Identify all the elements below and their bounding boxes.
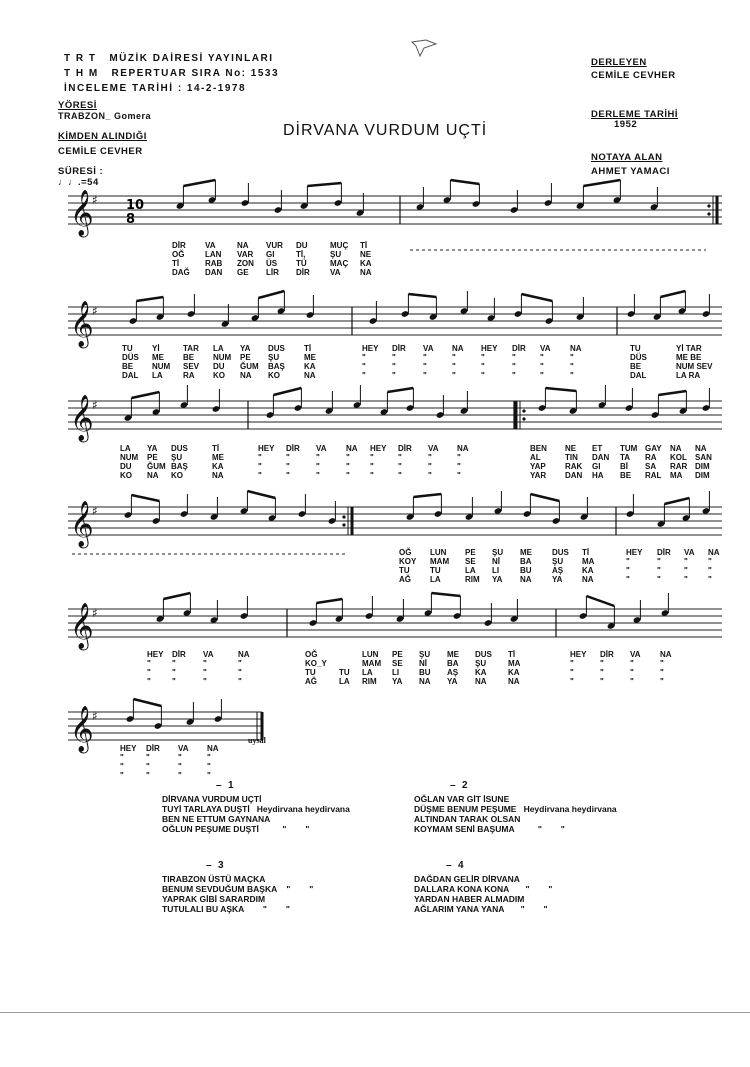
- lyric-syllable: VA " " ": [203, 650, 214, 686]
- beam: [307, 183, 341, 186]
- beam: [183, 180, 215, 186]
- lyric-syllable: VA " " ": [178, 744, 189, 780]
- sharp-icon: ♯: [92, 398, 98, 412]
- verse-number-dash: –: [216, 780, 222, 791]
- lyric-syllable: OĞ KO_Y TU AĞ: [305, 650, 327, 686]
- lyric-syllable: TU LA: [339, 668, 350, 686]
- lyric-syllable: YA PE ĞUM NA: [147, 444, 166, 480]
- lyric-syllable: VA " " ": [684, 548, 695, 584]
- treble-clef-icon: 𝄞: [70, 603, 94, 649]
- lyric-syllable: Tİ ME KA NA: [304, 344, 316, 380]
- repeat-dot: [707, 204, 710, 207]
- treble-clef-icon: 𝄞: [70, 501, 94, 547]
- lyric-syllable: ET DAN GI HA: [592, 444, 610, 480]
- source-value: CEMİLE CEVHER: [58, 146, 143, 157]
- collector-value: CEMİLE CEVHER: [591, 70, 676, 81]
- lyric-syllable: GAY RA SA RAL: [645, 444, 662, 480]
- lyric-syllable: Tİ MA KA NA: [582, 548, 595, 584]
- lyric-syllable: ŞU Nİ LI YA: [492, 548, 504, 584]
- lyric-syllable: BEN AL YAP YAR: [530, 444, 547, 480]
- verse-line: YAPRAK GİBİ SARARDIM: [162, 894, 266, 904]
- treble-clef-icon: 𝄞: [70, 395, 94, 441]
- lyric-syllable: NA " " ": [346, 444, 358, 480]
- lyric-syllable: PE SE LA RIM: [465, 548, 480, 584]
- beam: [408, 294, 436, 297]
- lyric-syllable: NE TIN RAK DAN: [565, 444, 583, 480]
- region-label: YÖRESİ: [58, 100, 97, 111]
- lyric-syllable: ŞU Nİ BU NA: [419, 650, 431, 686]
- verse-number: 1: [228, 780, 234, 791]
- sharp-icon: ♯: [92, 193, 98, 207]
- sharp-icon: ♯: [92, 504, 98, 518]
- lyric-syllable: HEY " " ": [626, 548, 643, 584]
- repeat-dot: [707, 212, 710, 215]
- beam: [387, 388, 413, 392]
- review-date: İNCELEME TARİHİ : 14-2-1978: [64, 83, 247, 94]
- lyric-syllable: NA VAR ZON GE: [237, 241, 254, 277]
- beam: [413, 494, 441, 497]
- lyric-syllable: LUN MAM LA RIM: [362, 650, 382, 686]
- verse-number: 3: [218, 860, 224, 871]
- lyric-syllable: DU Tİ, TÜ DİR: [296, 241, 310, 277]
- sharp-icon: ♯: [92, 606, 98, 620]
- beam: [658, 391, 686, 395]
- lyric-syllable: DİR " " ": [512, 344, 526, 380]
- lyric-syllable: ME BA BU NA: [520, 548, 532, 584]
- beam: [273, 388, 301, 395]
- song-title: DİRVANA VURDUM UÇTİ: [283, 122, 488, 139]
- lyric-syllable: TUM TA Bİ BE: [620, 444, 638, 480]
- lyric-syllable: NA " " ": [457, 444, 469, 480]
- repeat-dot: [342, 523, 345, 526]
- lyric-syllable: DUS ŞU AŞ YA: [552, 548, 569, 584]
- beam: [660, 291, 685, 297]
- treble-clef-icon: 𝄞: [70, 301, 94, 347]
- end-signature: uysal: [248, 736, 266, 745]
- lyric-syllable: NA " " ": [238, 650, 250, 686]
- beam: [431, 593, 460, 596]
- lyric-syllable: LA NUM DU KO: [213, 344, 232, 380]
- treble-clef-icon: 𝄞: [70, 190, 94, 236]
- verse-line: TIRABZON ÜSTÜ MAÇKA: [162, 874, 266, 884]
- lyric-syllable: NA " " ": [660, 650, 672, 686]
- beam: [316, 599, 342, 603]
- verse-line: ALTINDAN TARAK OLSAN: [414, 814, 521, 824]
- time-signature-bottom: 8: [126, 212, 136, 227]
- lyric-syllable: LUN MAM TU LA: [430, 548, 450, 584]
- tempo-mark: ♩♩.=54: [58, 177, 99, 188]
- lyric-syllable: VA " " ": [428, 444, 439, 480]
- lyric-syllable: NA " " ": [452, 344, 464, 380]
- region-value: TRABZON_ Gomera: [58, 111, 152, 121]
- lyric-syllable: VA LAN RAB DAN: [205, 241, 223, 277]
- lyric-syllable: HEY " " ": [147, 650, 164, 686]
- lyric-syllable: MUÇ ŞU MAÇ VA: [330, 241, 349, 277]
- lyric-syllable: DUS ŞU KA NA: [475, 650, 492, 686]
- lyric-syllable: Yİ TAR ME BE NUM SEV LA RA: [676, 344, 713, 380]
- lyric-syllable: DUS ŞU BAŞ KO: [268, 344, 285, 380]
- beam: [530, 494, 559, 501]
- transcriber-value: AHMET YAMACI: [591, 166, 670, 177]
- lyric-syllable: Tİ NE KA NA: [360, 241, 372, 277]
- lyric-syllable: HEY " " ": [258, 444, 275, 480]
- verse-line: TUTULALI BU AŞKA " ": [162, 904, 290, 914]
- verse-number-dash: –: [450, 780, 456, 791]
- lyric-syllable: TU DÜS BE DAL: [630, 344, 647, 380]
- verse-line: DAĞDAN GELİR DİRVANA: [414, 874, 520, 884]
- lyric-syllable: OĞ KOY TU AĞ: [399, 548, 417, 584]
- beam: [450, 180, 479, 184]
- lyric-syllable: VA " " ": [423, 344, 434, 380]
- verse-line: TUYİ TARLAYA DUŞTİ Heydirvana heydirvana: [162, 804, 350, 814]
- beam: [586, 596, 614, 606]
- transcriber-label: NOTAYA ALAN: [591, 152, 663, 163]
- page-bottom-rule: [0, 1012, 750, 1013]
- treble-clef-icon: 𝄞: [70, 706, 94, 752]
- beam: [136, 297, 163, 301]
- verse-line: YARDAN HABER ALMADIM: [414, 894, 525, 904]
- lyric-syllable: NA " " ": [207, 744, 219, 780]
- verse-line: BEN NE ETTUM GAYNANA: [162, 814, 271, 824]
- lyric-syllable: HEY " " ": [120, 744, 137, 780]
- lyric-syllable: ME BA AŞ YA: [447, 650, 459, 686]
- lyric-syllable: TAR BE SEV RA: [183, 344, 200, 380]
- lyric-syllable: PE SE LI YA: [392, 650, 403, 686]
- verse-number-dash: –: [446, 860, 452, 871]
- lyric-syllable: NA SAN DIM DIM: [695, 444, 712, 480]
- lyric-syllable: VA " " ": [316, 444, 327, 480]
- lyric-syllable: DİR " " ": [146, 744, 160, 780]
- collection-date-label: DERLEME TARİHİ: [591, 109, 679, 120]
- repeat-dot: [522, 417, 525, 420]
- beam: [583, 180, 620, 186]
- repeat-dot: [342, 515, 345, 518]
- verse-line: AĞLARIM YANA YANA " ": [414, 904, 548, 914]
- repertoire-number: T H M REPERTUAR SIRA No: 1533: [64, 68, 280, 79]
- lyric-syllable: HEY " " ": [370, 444, 387, 480]
- lyric-syllable: VA " " ": [630, 650, 641, 686]
- lyric-syllable: Tİ ME KA NA: [212, 444, 224, 480]
- beam: [131, 495, 159, 501]
- verse-line: OĞLAN VAR GİT İSUNE: [414, 794, 510, 804]
- lyric-syllable: DİR " " ": [286, 444, 300, 480]
- lyric-syllable: DİR " " ": [600, 650, 614, 686]
- sharp-icon: ♯: [92, 304, 98, 318]
- lyric-syllable: DİR " " ": [392, 344, 406, 380]
- publisher-line: T R T MÜZİK DAİRESİ YAYINLARI: [64, 53, 274, 64]
- lyric-syllable: NA " " ": [570, 344, 582, 380]
- verse-line: BENUM SEVDUĞUM BAŞKA " ": [162, 884, 314, 894]
- lyric-syllable: HEY " " ": [481, 344, 498, 380]
- lyric-syllable: TU DÜS BE DAL: [122, 344, 139, 380]
- beam: [258, 291, 284, 298]
- time-signature-top: 10: [126, 198, 145, 213]
- lyric-syllable: VUR GI ÜS LİR: [266, 241, 283, 277]
- beam: [163, 593, 190, 599]
- lyric-syllable: DİR " " ": [398, 444, 412, 480]
- lyric-syllable: DUS ŞU BAŞ KO: [171, 444, 188, 480]
- verse-number-dash: –: [206, 860, 212, 871]
- lyric-syllable: DİR OĞ Tİ DAĞ: [172, 241, 190, 277]
- verse-line: DÜŞME BENUM PEŞUME Heydirvana heydirvana: [414, 804, 617, 814]
- beam: [521, 294, 552, 301]
- sharp-icon: ♯: [92, 709, 98, 723]
- lyric-syllable: YA PE ĞUM NA: [240, 344, 259, 380]
- beam: [545, 388, 576, 391]
- lyric-syllable: HEY " " ": [570, 650, 587, 686]
- lyric-syllable: LA NUM DU KO: [120, 444, 139, 480]
- verse-line: DİRVANA VURDUM UÇTİ: [162, 794, 262, 804]
- beam: [247, 491, 275, 498]
- collection-date-value: 1952: [614, 119, 638, 130]
- lyric-syllable: DİR " " ": [657, 548, 671, 584]
- duration-label: SÜRESİ :: [58, 166, 104, 177]
- verse-number: 2: [462, 780, 468, 791]
- lyric-syllable: Yİ ME NUM LA: [152, 344, 171, 380]
- lyric-syllable: NA KOL RAR MA: [670, 444, 688, 480]
- repeat-dot: [522, 409, 525, 412]
- verse-line: KOYMAM SENİ BAŞUMA " ": [414, 824, 565, 834]
- lyric-syllable: NA " " ": [708, 548, 720, 584]
- verse-line: OĞLUN PEŞUME DUŞTİ " ": [162, 824, 310, 834]
- verse-number: 4: [458, 860, 464, 871]
- lyric-syllable: Tİ MA KA NA: [508, 650, 521, 686]
- collector-label: DERLEYEN: [591, 57, 647, 68]
- beam: [133, 699, 161, 706]
- lyric-syllable: DİR " " ": [172, 650, 186, 686]
- source-label: KİMDEN ALINDIĞI: [58, 131, 147, 142]
- beam: [131, 392, 159, 398]
- lyric-syllable: VA " " ": [540, 344, 551, 380]
- lyric-syllable: HEY " " ": [362, 344, 379, 380]
- verse-line: DALLARA KONA KONA " ": [414, 884, 553, 894]
- beam: [664, 498, 689, 504]
